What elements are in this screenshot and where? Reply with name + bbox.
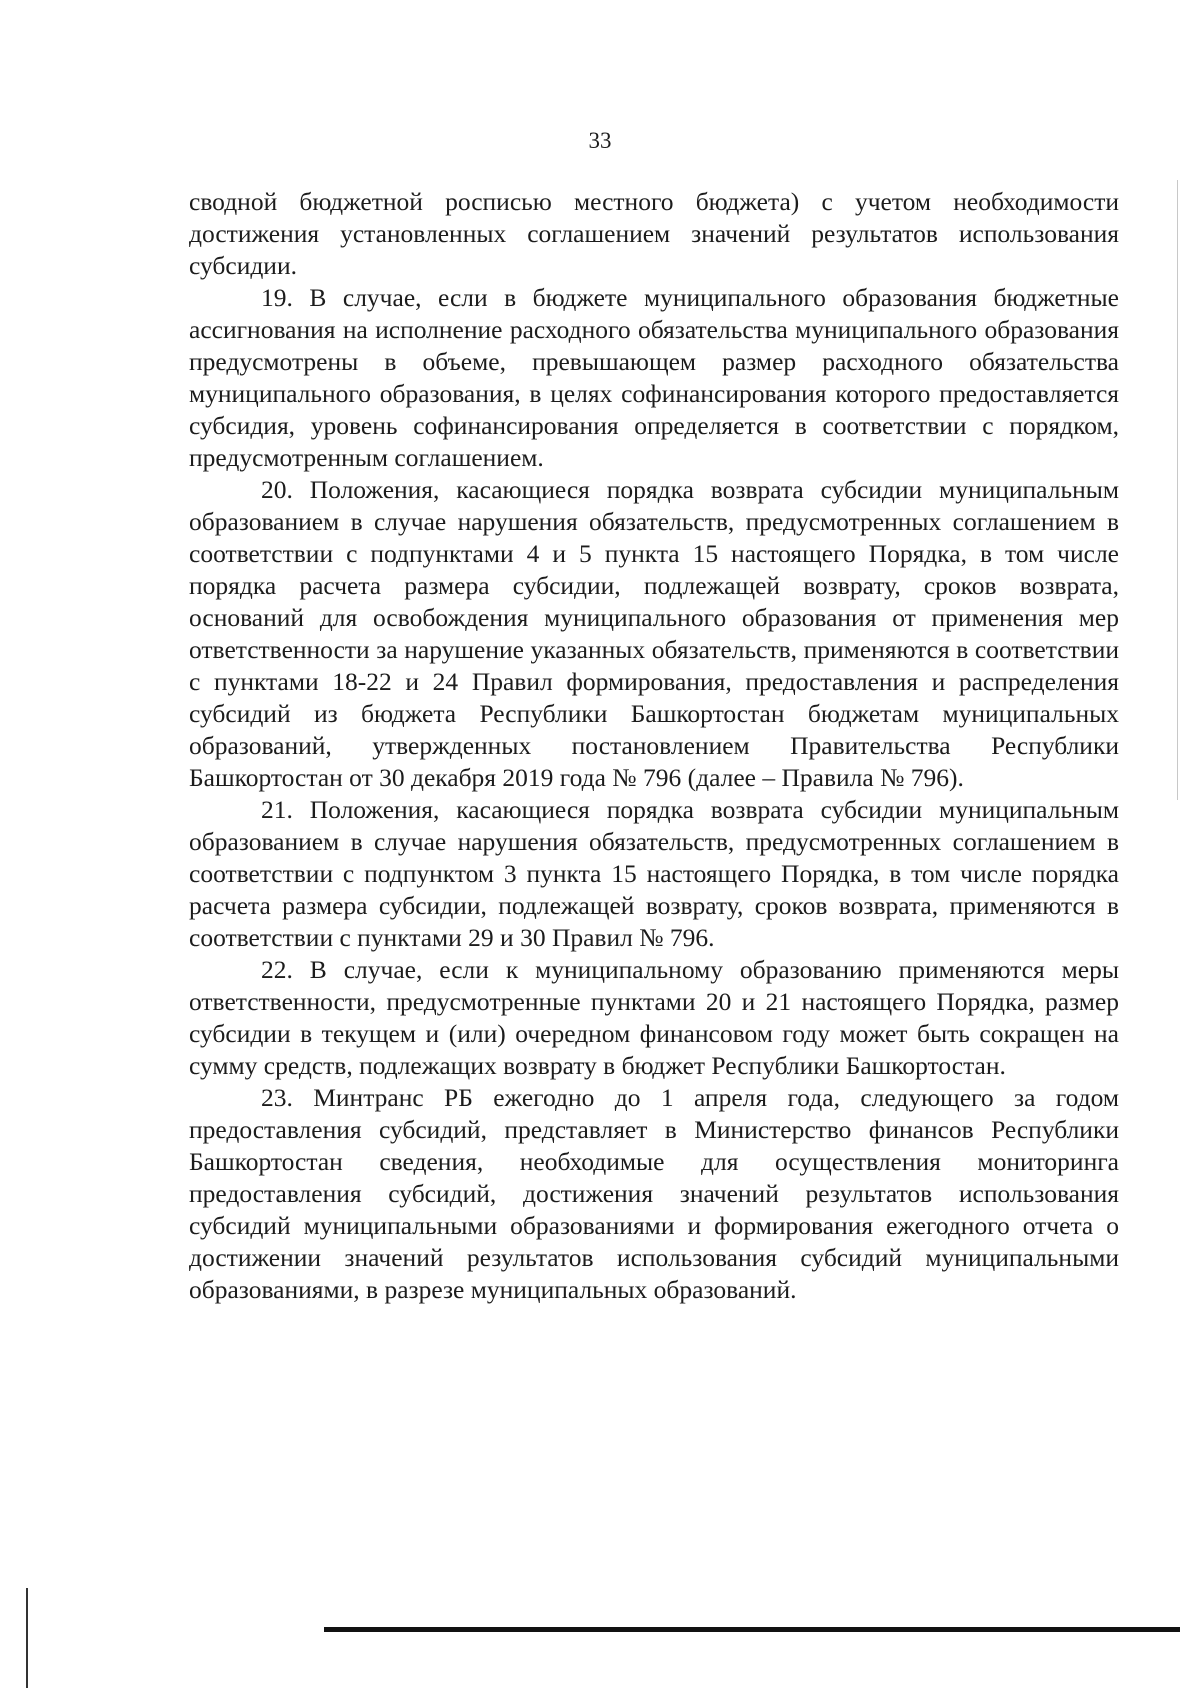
paragraph-continuation: сводной бюджетной росписью местного бюджета) с учетом необходимости достижения установленных соглашением значений результатов использования субсидии. — [189, 187, 1119, 280]
paragraph-20: 20. Положения, касающиеся порядка возврата субсидии муниципальным образованием в случае нарушения обязательств, предусмотренных соглашением в соответствии с подпунктами 4 и 5 пункта 15 настоящего Порядка, в том числе порядка расчета размера субсидии, подлежащей возврату, сроков возврата, оснований для освобождения муниципального образования от применения мер ответственности за нарушение указанных обязательств, применяются в соответствии с пунктами 18-22 и 24 Правил формирования, предоставления и распределения субсидий из бюджета Республики Башкортостан бюджетам муниципальных образований, утвержденных постановлением Правительства Республики Башкортостан от 30 декабря 2019 года № 796 (далее – Правила № 796). — [189, 475, 1119, 792]
paragraph-22: 22. В случае, если к муниципальному образованию применяются меры ответственности, предусмотренные пунктами 20 и 21 настоящего Порядка, размер субсидии в текущем и (или) очередном финансовом году может быть сокращен на сумму средств, подлежащих возврату в бюджет Республики Башкортостан. — [189, 955, 1119, 1080]
scan-edge-line-bottom — [324, 1627, 1180, 1632]
paragraph-19: 19. В случае, если в бюджете муниципального образования бюджетные ассигнования на исполнение расходного обязательства муниципального образования предусмотрены в объеме, превышающем размер расходного обязательства муниципального образования, в целях софинансирования которого предоставляется субсидия, уровень софинансирования определяется в соответствии с порядком, предусмотренным соглашением. — [189, 283, 1119, 472]
scan-edge-line-right — [1177, 180, 1178, 800]
paragraph-21: 21. Положения, касающиеся порядка возврата субсидии муниципальным образованием в случае нарушения обязательств, предусмотренных соглашением в соответствии с подпунктом 3 пункта 15 настоящего Порядка, в том числе порядка расчета размера субсидии, подлежащей возврату, сроков возврата, применяются в соответствии с пунктами 29 и 30 Правил № 796. — [189, 795, 1119, 952]
document-body — [189, 186, 1119, 1306]
scan-edge-line-left — [26, 1588, 28, 1688]
page-number: 33 — [588, 128, 612, 153]
paragraph-23: 23. Минтранс РБ ежегодно до 1 апреля года, следующего за годом предоставления субсидий, представляет в Министерство финансов Республики Башкортостан сведения, необходимые для осуществления мониторинга предоставления субсидий, достижения значений результатов использования субсидий муниципальными образованиями и формирования ежегодного отчета о достижении значений результатов использования субсидий муниципальными образованиями, в разрезе муниципальных образований. — [189, 1083, 1119, 1304]
